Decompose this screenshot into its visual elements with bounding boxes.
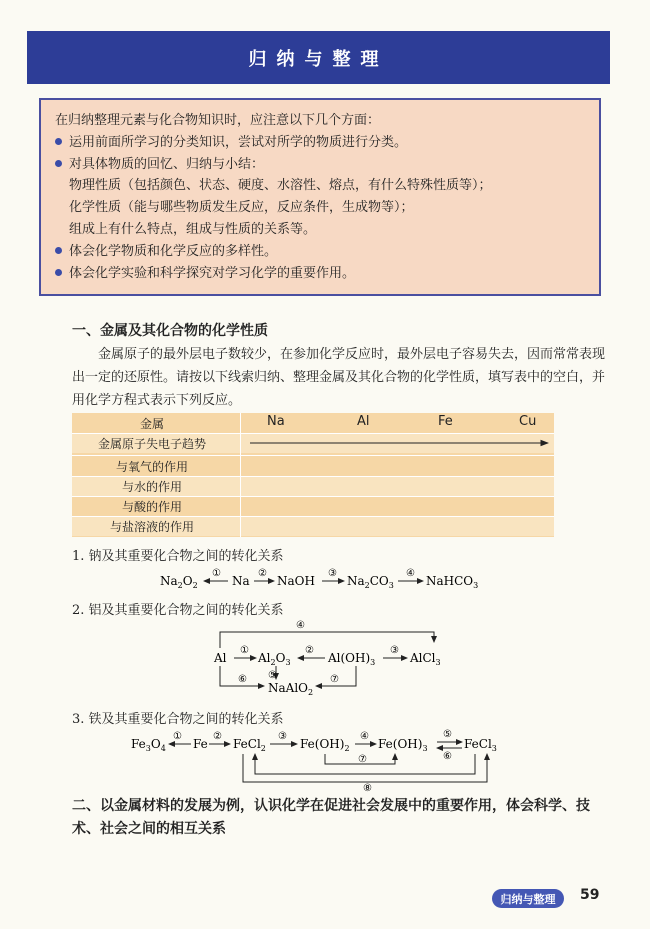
step-number: ⑧: [363, 783, 372, 792]
metal-header: Fe: [438, 414, 453, 429]
metal-header: Na: [267, 414, 285, 429]
compound-label: Al: [214, 651, 227, 665]
electron-trend-arrow: [72, 413, 554, 537]
compound-label: $Fe_3O_4$: [131, 737, 166, 753]
properties-table: [72, 413, 554, 537]
subsection-title-iron: 3. 铁及其重要化合物之间的转化关系: [72, 712, 284, 727]
section-paragraph: [72, 343, 606, 412]
compound-label: $Al_2O_3$: [258, 651, 291, 667]
metal-header: Cu: [519, 414, 537, 429]
step-number: ⑥: [443, 751, 452, 762]
step-number: ③: [390, 645, 399, 656]
compound-label: Na: [232, 574, 250, 588]
sodium-conversion-diagram: [150, 562, 490, 594]
tips-intro: 在归纳整理元素与化合物知识时，应注意以下几个方面：: [55, 113, 381, 128]
step-number: ②: [213, 731, 222, 742]
step-number: ⑥: [238, 674, 247, 685]
tip-subitem: 组成上有什么特点，组成与性质的关系等。: [69, 221, 317, 237]
step-number: ①: [240, 645, 249, 656]
tip-item: [55, 154, 589, 176]
compound-label: $Al(OH)_3$: [328, 651, 376, 667]
compound-label: $Na_2O_2$: [160, 574, 198, 590]
step-number: ⑦: [358, 754, 367, 765]
bullet-icon: [55, 269, 62, 276]
step-number: ②: [305, 645, 314, 656]
row-label: 金属原子失电子趋势: [97, 437, 206, 451]
bullet-icon: [55, 138, 62, 145]
step-number: ④: [360, 731, 369, 742]
chapter-badge: [492, 889, 564, 908]
tip-item: [55, 263, 589, 285]
iron-conversion-diagram: [125, 724, 515, 792]
bullet-icon: [55, 247, 62, 254]
table-header-cell: 金属: [139, 417, 164, 431]
compound-label: $Na_2CO_3$: [347, 574, 394, 590]
tip-item: [55, 132, 589, 154]
aluminium-conversion-diagram: [200, 616, 450, 698]
step-number: ④: [406, 568, 415, 579]
metal-header: Al: [357, 414, 370, 429]
compound-label: FeCl$_2$: [233, 737, 266, 753]
compound-label: NaOH: [277, 574, 315, 588]
bullet-icon: [55, 160, 62, 167]
heading-text: 二、以金属材料的发展为例，认识化学在促进社会发展中的重要作用，体会科学、技术、社会之间的相互关系: [72, 798, 590, 837]
page-number: 59: [580, 887, 600, 903]
compound-label: Fe: [193, 737, 208, 751]
tip-subitem: 物理性质（包括颜色、状态、硬度、水溶性、熔点，有什么特殊性质等）；: [69, 178, 492, 194]
step-number: ③: [328, 568, 337, 579]
step-number: ⑤: [443, 729, 452, 740]
compound-label: FeCl$_3$: [464, 737, 497, 753]
row-label: 与盐溶液的作用: [109, 520, 194, 534]
row-label: 与水的作用: [121, 480, 182, 494]
compound-label: $Fe(OH)_2$: [300, 737, 350, 753]
step-number: ②: [258, 568, 267, 579]
tip-subitem: 化学性质（能与哪些物质发生反应，反应条件，生成物等）；: [69, 200, 414, 216]
row-label: 与酸的作用: [121, 500, 182, 514]
step-number: ①: [212, 568, 221, 579]
tip-text: 体会化学实验和科学探究对学习化学的重要作用。: [69, 265, 356, 281]
tip-item: [55, 241, 589, 263]
reaction-arrow: [220, 632, 434, 648]
step-number: ①: [173, 731, 182, 742]
banner-title: 归纳与整理: [248, 48, 389, 70]
row-label: 与氧气的作用: [115, 460, 188, 474]
section-heading-2: [72, 795, 606, 841]
tip-text: 运用前面所学习的分类知识，尝试对所学的物质进行分类。: [69, 134, 408, 150]
subsection-title-aluminium: 2. 铝及其重要化合物之间的转化关系: [72, 603, 284, 618]
step-number: ③: [278, 731, 287, 742]
tip-text: 体会化学物质和化学反应的多样性。: [69, 243, 278, 259]
paragraph-text: 金属原子的最外层电子数较少，在参加化学反应时，最外层电子容易失去，因而常常表现出一定的还原性。请按以下线索归纳、整理金属及其化合物的化学性质，填写表中的空白，并用化学方程式表示下列反应。: [72, 347, 606, 408]
compound-label: NaAlO$_2$: [268, 681, 314, 697]
section-banner: [27, 31, 610, 84]
step-number: ⑤: [268, 670, 277, 681]
badge-label: 归纳与整理: [500, 892, 556, 906]
section-heading: 一、金属及其化合物的化学性质: [72, 323, 268, 339]
compound-label: $Fe(OH)_3$: [378, 737, 428, 753]
step-number: ⑦: [330, 674, 339, 685]
tips-box: [39, 98, 601, 296]
compound-label: NaHCO$_3$: [426, 574, 479, 590]
compound-label: AlCl$_3$: [410, 651, 441, 667]
subsection-title-sodium: 1. 钠及其重要化合物之间的转化关系: [72, 549, 284, 564]
tip-text: 对具体物质的回忆、归纳与小结：: [69, 156, 265, 172]
step-number: ④: [296, 620, 305, 631]
